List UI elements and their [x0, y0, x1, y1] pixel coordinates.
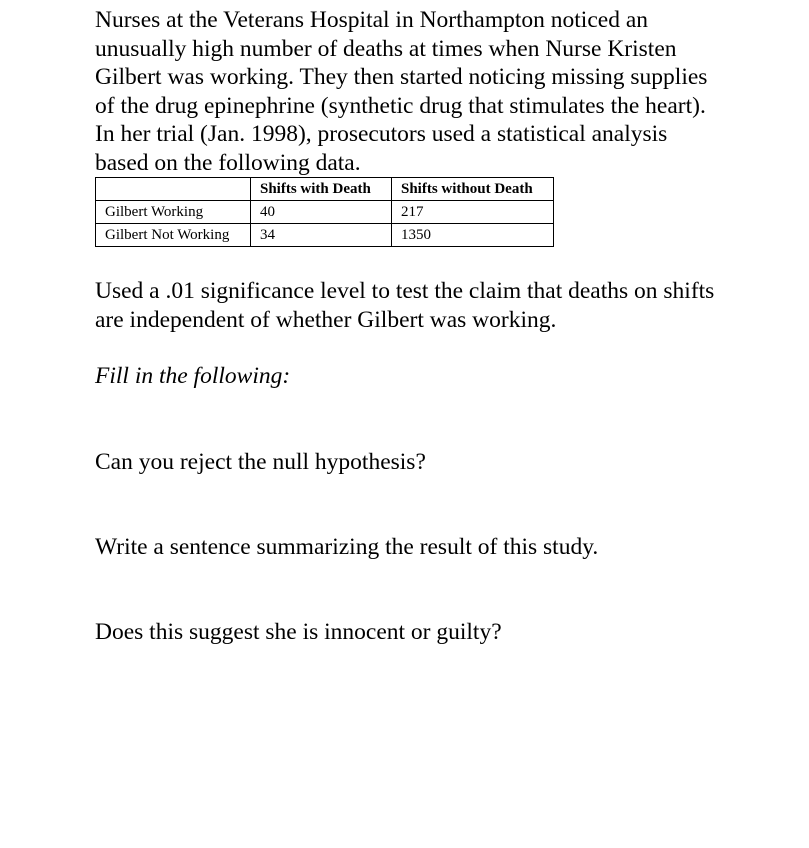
claim-paragraph: Used a .01 significance level to test the claim that deaths on shifts are independent of whether Gilbert was working. [95, 278, 715, 333]
header-shifts-with-death: Shifts with Death [251, 178, 392, 201]
table-corner-cell [96, 178, 251, 201]
table-header-row [96, 178, 554, 201]
row-label: Gilbert Working [96, 201, 251, 224]
question-summary-sentence: Write a sentence summarizing the result of this study. [95, 534, 599, 560]
cell-with-death: 40 [251, 201, 392, 224]
cell-with-death: 34 [251, 224, 392, 247]
contingency-table [95, 177, 554, 247]
cell-without-death: 217 [392, 201, 554, 224]
table-row [96, 201, 554, 224]
row-label: Gilbert Not Working [96, 224, 251, 247]
question-reject-null: Can you reject the null hypothesis? [95, 449, 426, 475]
intro-paragraph: Nurses at the Veterans Hospital in Northampton noticed an unusually high number of deaths at times when Nurse Kristen Gilbert was working. They then started noticing missing supplies of the drug epinephrine (synthetic drug that stimulates the heart). In her trial (Jan. 1998), prosecutors used a statistical analysis based on the following data. [95, 7, 708, 176]
table-row [96, 224, 554, 247]
cell-without-death: 1350 [392, 224, 554, 247]
question-innocent-or-guilty: Does this suggest she is innocent or guilty? [95, 619, 502, 645]
instruction-text: Fill in the following: [95, 363, 291, 389]
header-shifts-without-death: Shifts without Death [392, 178, 554, 201]
